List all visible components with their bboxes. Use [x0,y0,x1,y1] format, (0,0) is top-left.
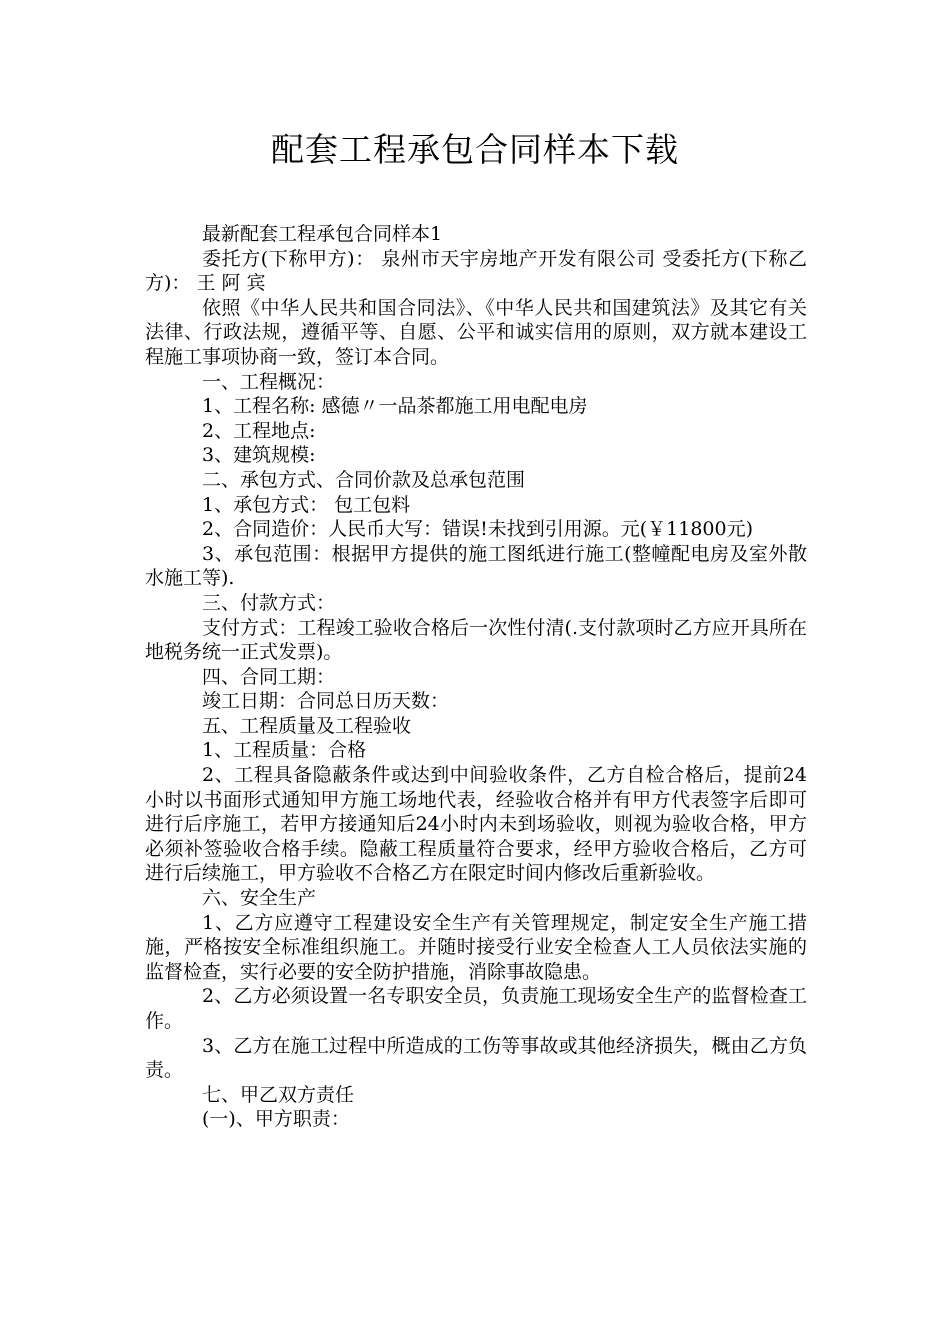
paragraph: (一)、甲方职责： [202,1108,350,1131]
document-body [145,222,807,1132]
document-title: 配套工程承包合同样本下载 [271,130,679,169]
paragraph: 最新配套工程承包合同样本1 [202,223,443,245]
paragraph: 七、甲乙双方责任 [202,1083,355,1106]
paragraph: 二、承包方式、合同价款及总承包范围 [202,468,526,491]
paragraph: 3、承包范围：根据甲方提供的施工图纸进行施工(整幢配电房及室外散水施工等). [145,542,807,590]
paragraph: 五、工程质量及工程验收 [202,714,412,737]
paragraph: 竣工日期：合同总日历天数： [202,690,450,713]
paragraph: 1、乙方应遵守工程建设安全生产有关管理规定，制定安全生产施工措施，严格按安全标准组织施工。并随时接受行业安全检查人工人员依法实施的监督检查，实行必要的安全防护措施，消除事故隐患。 [145,911,807,983]
paragraph: 3、建筑规模: [202,444,316,467]
paragraph: 一、工程概况： [202,370,336,393]
paragraph: 1、工程质量：合格 [202,739,367,762]
paragraph: 2、工程具备隐蔽条件或达到中间验收条件，乙方自检合格后，提前24小时以书面形式通知甲方施工场地代表，经验收合格并有甲方代表签字后即可进行后序施工，若甲方接通知后24小时内未到场验收，则视为验收合格，甲方必须补签验收合格手续。隐蔽工程质量符合要求，经甲方验收合格后，乙方可进行后续施工，甲方验收不合格乙方在限定时间内修改后重新验收。 [145,764,807,885]
paragraph: 3、乙方在施工过程中所造成的工伤等事故或其他经济损失，概由乙方负责。 [145,1034,807,1082]
paragraph: 2、合同造价：人民币大写：错误!未找到引用源。元(￥11800元) [202,518,753,541]
paragraph: 2、工程地点: [202,419,316,442]
paragraph: 四、合同工期： [202,665,336,688]
paragraph: 依照《中华人民共和国合同法》、《中华人民共和国建筑法》及其它有关法律、行政法规，遵循平等、自愿、公平和诚实信用的原则，双方就本建设工程施工事项协商一致，签订本合同。 [145,296,807,368]
paragraph: 1、承包方式： 包工包料 [202,493,411,516]
paragraph: 委托方(下称甲方)： 泉州市天宇房地产开发有限公司 受委托方(下称乙方)： 王 阿 宾 [145,247,807,295]
paragraph: 支付方式：工程竣工验收合格后一次性付清(.支付款项时乙方应开具所在地税务统一正式发票)。 [145,616,807,664]
paragraph: 六、安全生产 [202,887,317,910]
paragraph: 2、乙方必须设置一名专职安全员，负责施工现场安全生产的监督检查工作。 [145,985,807,1032]
paragraph: 三、付款方式： [202,591,336,614]
paragraph: 1、工程名称: 感德〃一品茶都施工用电配电房 [202,395,588,418]
